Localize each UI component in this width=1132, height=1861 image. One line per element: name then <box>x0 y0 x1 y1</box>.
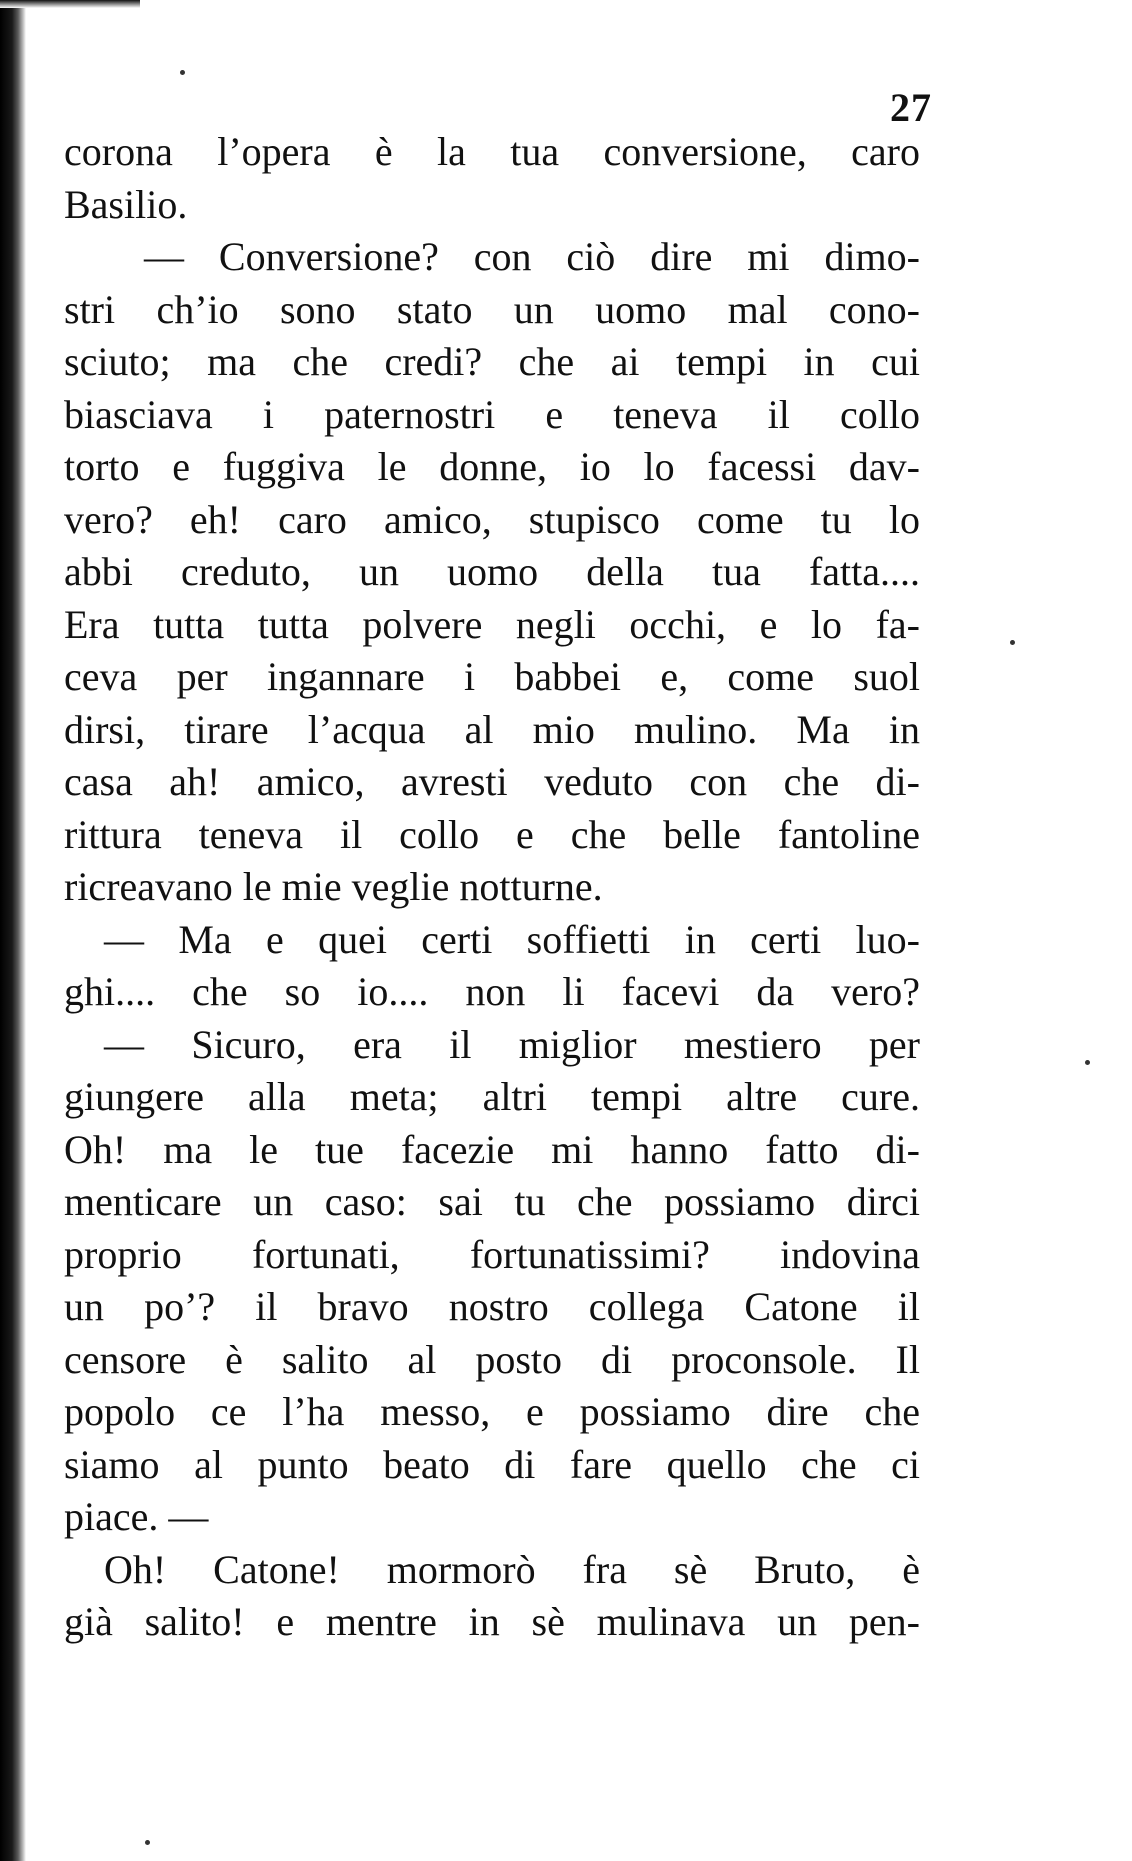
text-line: ghi.... che so io.... non li facevi da vero? <box>64 969 920 1014</box>
text-line: siamo al punto beato di fare quello che ci <box>64 1441 920 1487</box>
text-line: dirsi, tirare l’acqua al mio mulino. Ma in <box>64 706 920 752</box>
text-line: torto e fuggiva le donne, io lo facessi dav- <box>64 444 920 489</box>
text-line: rittura teneva il collo e che belle fantoline <box>64 811 920 857</box>
text-line: proprio fortunati, fortunatissimi? indovina <box>64 1231 920 1277</box>
text-line: vero? eh! caro amico, stupisco come tu lo <box>64 496 920 542</box>
page-spine-shadow <box>0 0 26 1861</box>
text-line: biasciava i paternostri e teneva il collo <box>64 391 920 437</box>
text-line: ricreavano le mie veglie notturne. <box>64 864 603 909</box>
page-top-edge <box>0 0 140 8</box>
text-line: — Conversione? con ciò dire mi dimo- <box>144 234 920 279</box>
text-line: piace. — <box>64 1494 209 1539</box>
page-number: 27 <box>890 85 932 130</box>
text-line: giungere alla meta; altri tempi altre cure. <box>64 1074 920 1119</box>
paper-speck <box>1010 640 1015 645</box>
body-text <box>64 126 920 1649</box>
text-line: corona l’opera è la tua conversione, caro <box>64 129 920 174</box>
text-line: un po’? il bravo nostro collega Catone il <box>64 1284 920 1329</box>
paper-speck <box>1085 1060 1090 1065</box>
text-line: casa ah! amico, avresti veduto con che di- <box>64 759 920 804</box>
paper-speck <box>145 1840 150 1845</box>
text-line: sciuto; ma che credi? che ai tempi in cui <box>64 339 920 384</box>
text-line: Oh! Catone! mormorò fra sè Bruto, è <box>104 1546 920 1592</box>
text-line: censore è salito al posto di proconsole. Il <box>64 1336 920 1382</box>
text-line: Oh! ma le tue facezie mi hanno fatto di- <box>64 1126 920 1172</box>
text-line: abbi creduto, un uomo della tua fatta.... <box>64 549 920 594</box>
text-line: Basilio. <box>64 181 188 227</box>
text-line: stri ch’io sono stato un uomo mal cono- <box>64 286 920 332</box>
text-line: ceva per ingannare i babbei e, come suol <box>64 654 920 699</box>
text-line: già salito! e mentre in sè mulinava un pen- <box>64 1599 920 1644</box>
text-line: — Ma e quei certi soffietti in certi luo- <box>104 916 920 962</box>
text-line: — Sicuro, era il miglior mestiero per <box>104 1021 920 1067</box>
text-line: menticare un caso: sai tu che possiamo dirci <box>64 1179 920 1224</box>
text-line: popolo ce l’ha messo, e possiamo dire che <box>64 1389 920 1434</box>
paper-speck <box>180 70 185 75</box>
text-line: Era tutta tutta polvere negli occhi, e lo fa- <box>64 601 920 647</box>
